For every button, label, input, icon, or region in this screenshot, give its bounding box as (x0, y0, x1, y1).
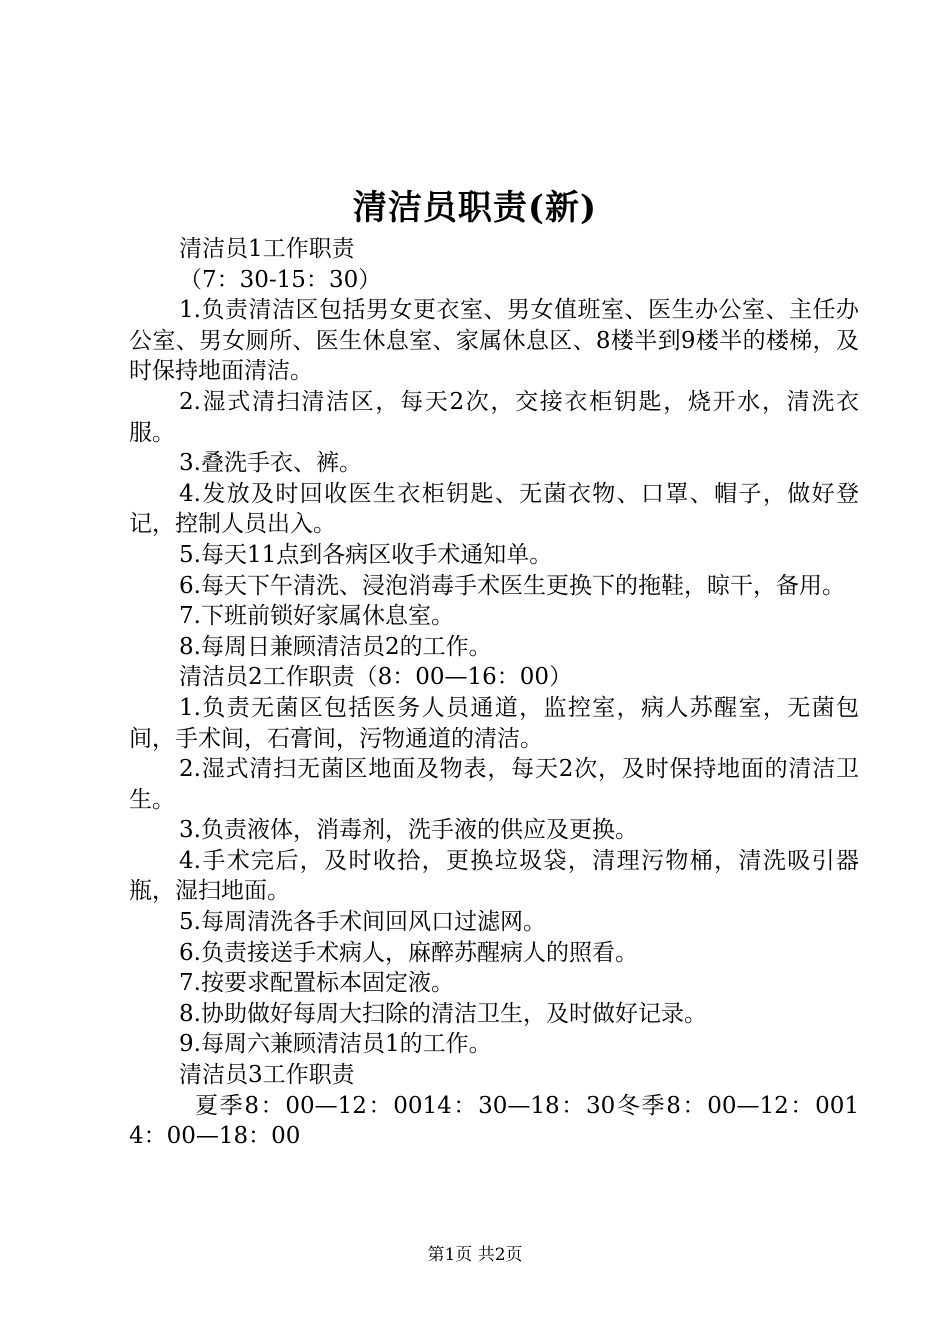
paragraph: 8.每周日兼顾清洁员2的工作。 (179, 633, 492, 660)
paragraph: 4.手术完后，及时收拾，更换垃圾袋，清理污物桶，清洗吸引器瓶，湿扫地面。 (129, 847, 859, 905)
paragraph: 2.湿式清扫无菌区地面及物表，每天2次，及时保持地面的清洁卫生。 (129, 756, 859, 813)
paragraph: 清洁员2工作职责（8：00—16：00） (179, 664, 573, 691)
paragraph: 6.每天下午清洗、浸泡消毒手术医生更换下的拖鞋，晾干，备用。 (179, 572, 845, 599)
paragraph: 清洁员1工作职责 (179, 236, 355, 262)
paragraph: 3.负责液体，消毒剂，洗手液的供应及更换。 (179, 817, 638, 844)
paragraph: 1.负责清洁区包括男女更衣室、男女值班室、医生办公室、主任办公室、男女厕所、医生休息室、家属休息区、8楼半到9楼半的楼梯，及时保持地面清洁。 (129, 297, 859, 385)
paragraph: 6.负责接送手术病人，麻醉苏醒病人的照看。 (179, 939, 638, 966)
paragraph: 8.协助做好每周大扫除的清洁卫生，及时做好记录。 (179, 1000, 707, 1027)
document-title: 清洁员职责(新) (352, 188, 598, 228)
paragraph: 清洁员3工作职责 (179, 1062, 355, 1089)
document-body (129, 234, 859, 1152)
paragraph: 7.按要求配置标本固定液。 (179, 970, 454, 997)
paragraph: 7.下班前锁好家属休息室。 (179, 603, 454, 630)
paragraph: 夏季8：00—12：0014：30—18：30冬季8：00—12：0014：00—18：00 (129, 1092, 859, 1150)
paragraph: （7：30-15：30） (179, 266, 382, 293)
paragraph: 2.湿式清扫清洁区，每天2次，交接衣柜钥匙，烧开水，清洗衣服。 (129, 388, 859, 446)
paragraph: 4.发放及时回收医生衣柜钥匙、无菌衣物、口罩、帽子，做好登记，控制人员出入。 (129, 480, 859, 538)
paragraph: 5.每周清洗各手术间回风口过滤网。 (179, 909, 546, 936)
paragraph: 1.负责无菌区包括医务人员通道，监控室，病人苏醒室，无菌包间，手术间，石膏间，污物通道的清洁。 (129, 694, 859, 752)
paragraph: 5.每天11点到各病区收手术通知单。 (179, 541, 553, 568)
page-footer: 第1页 共2页 (427, 1245, 523, 1265)
paragraph: 9.每周六兼顾清洁员1的工作。 (179, 1031, 492, 1058)
paragraph: 3.叠洗手衣、裤。 (179, 450, 362, 477)
